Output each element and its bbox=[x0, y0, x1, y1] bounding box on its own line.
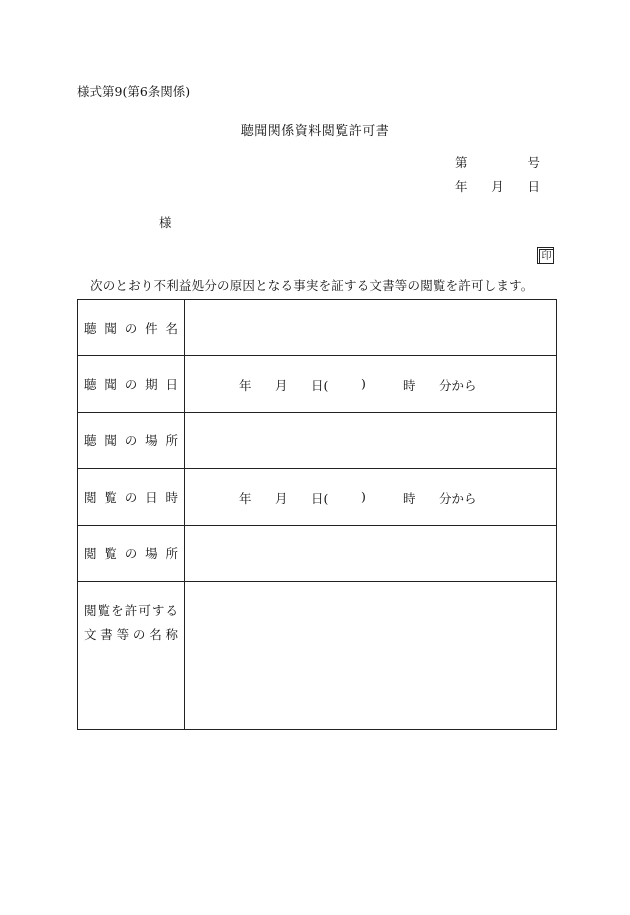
number-suffix: 号 bbox=[527, 155, 540, 170]
label-char: 所 bbox=[165, 433, 178, 449]
seal-mark: 印 bbox=[539, 249, 554, 264]
row-label-hearing-subject bbox=[78, 300, 185, 356]
label-char: 書 bbox=[100, 626, 113, 642]
datetime-day: 日( bbox=[311, 378, 329, 394]
hearing-subject-field[interactable] bbox=[185, 300, 557, 356]
label-char: 閲 bbox=[84, 602, 97, 618]
datetime-minute-from: 分から bbox=[439, 378, 477, 394]
row-label-inspection-place bbox=[78, 525, 185, 581]
intro-statement: 次のとおり不利益処分の原因となる事実を証する文書等の閲覧を許可します。 bbox=[90, 278, 534, 293]
table-row bbox=[78, 581, 557, 729]
issue-date-line bbox=[455, 177, 540, 195]
label-char: の bbox=[132, 626, 146, 642]
label-char: 日 bbox=[165, 377, 178, 393]
label-char: 場 bbox=[145, 433, 158, 449]
datetime-year: 年 bbox=[239, 490, 252, 506]
row-label-inspection-datetime bbox=[78, 469, 185, 525]
label-char: 聴 bbox=[84, 377, 97, 393]
table-row bbox=[78, 300, 557, 356]
number-prefix: 第 bbox=[455, 155, 468, 170]
label-char: 聞 bbox=[104, 377, 117, 393]
datetime-month: 月 bbox=[275, 490, 288, 506]
label-line-2 bbox=[84, 623, 178, 647]
addressee-honorific: 様 bbox=[159, 215, 172, 230]
label-char: 閲 bbox=[84, 546, 97, 562]
document-names-field[interactable] bbox=[185, 581, 557, 729]
label-char: の bbox=[124, 546, 138, 562]
label-char: 覧 bbox=[104, 546, 117, 562]
datetime-hour: 時 bbox=[403, 378, 416, 394]
hearing-date-field[interactable] bbox=[185, 356, 557, 412]
label-char: 時 bbox=[165, 489, 178, 505]
label-char: 覧 bbox=[97, 602, 111, 618]
table-row bbox=[78, 525, 557, 581]
datetime-weekday-close: ) bbox=[361, 376, 366, 392]
label-char: 名 bbox=[149, 626, 162, 642]
table-row bbox=[78, 412, 557, 468]
label-char: を bbox=[111, 602, 124, 618]
label-char: 件 bbox=[145, 320, 158, 336]
date-year: 年 bbox=[455, 179, 468, 194]
datetime-month: 月 bbox=[275, 378, 288, 394]
date-day: 日 bbox=[527, 179, 540, 194]
hearing-place-field[interactable] bbox=[185, 412, 557, 468]
label-char: 許 bbox=[124, 602, 138, 618]
label-char: 覧 bbox=[104, 489, 117, 505]
label-char: 聴 bbox=[84, 320, 97, 336]
table-row bbox=[78, 469, 557, 525]
datetime-minute-from: 分から bbox=[439, 490, 477, 506]
label-char: 期 bbox=[145, 377, 158, 393]
label-char: の bbox=[124, 489, 138, 505]
inspection-place-field[interactable] bbox=[185, 525, 557, 581]
label-char: る bbox=[165, 602, 178, 618]
label-char: す bbox=[151, 602, 165, 618]
label-char: 聞 bbox=[104, 320, 117, 336]
row-label-hearing-date bbox=[78, 356, 185, 412]
label-char: の bbox=[124, 433, 138, 449]
document-number-line bbox=[455, 153, 540, 171]
seal-stamp-box bbox=[537, 247, 554, 264]
label-char: 閲 bbox=[84, 489, 97, 505]
label-char: 日 bbox=[145, 489, 158, 505]
label-char: の bbox=[124, 377, 138, 393]
table-row bbox=[78, 356, 557, 412]
datetime-hour: 時 bbox=[403, 490, 416, 506]
datetime-weekday-close: ) bbox=[361, 488, 366, 504]
row-label-document-names bbox=[78, 581, 185, 729]
label-char: 聞 bbox=[104, 433, 117, 449]
datetime-year: 年 bbox=[239, 378, 252, 394]
label-line-1 bbox=[84, 599, 178, 623]
label-char: 場 bbox=[145, 546, 158, 562]
label-char: 等 bbox=[116, 626, 130, 642]
row-label-hearing-place bbox=[78, 412, 185, 468]
label-char: 名 bbox=[165, 320, 178, 336]
inspection-datetime-field[interactable] bbox=[185, 469, 557, 525]
label-char: 文 bbox=[84, 626, 97, 642]
label-char: 聴 bbox=[84, 433, 97, 449]
form-number-label: 様式第9(第6条関係) bbox=[77, 84, 191, 99]
label-char: の bbox=[124, 320, 138, 336]
date-month: 月 bbox=[491, 179, 504, 194]
label-char: 称 bbox=[165, 626, 178, 642]
document-title: 聴聞関係資料閲覧許可書 bbox=[240, 124, 390, 139]
label-char: 所 bbox=[165, 546, 178, 562]
label-char: 可 bbox=[138, 602, 151, 618]
permit-details-table bbox=[77, 299, 557, 730]
datetime-day: 日( bbox=[311, 490, 329, 506]
